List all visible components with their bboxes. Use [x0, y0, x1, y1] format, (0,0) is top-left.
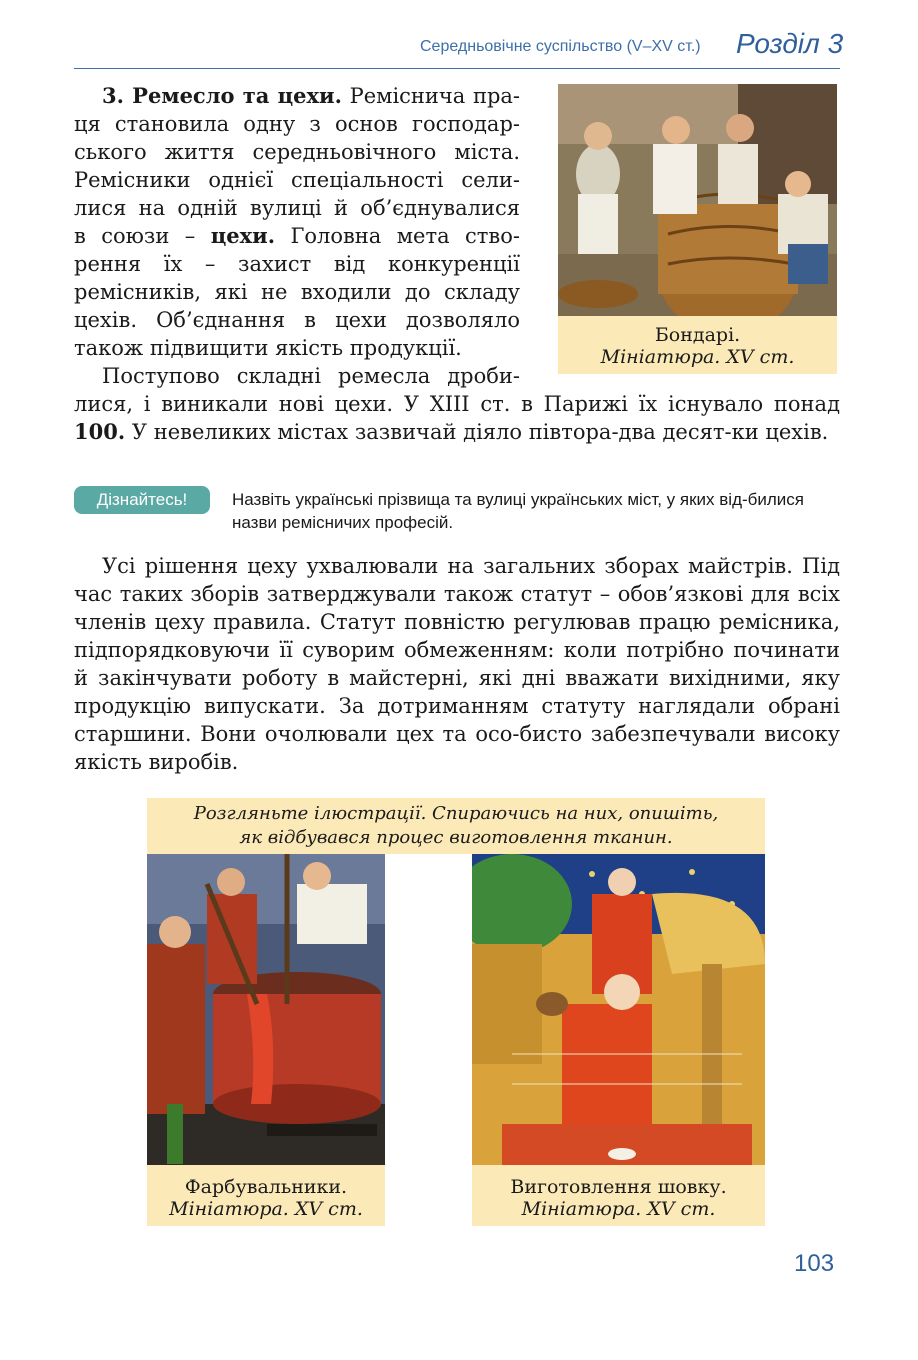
illustration-prompt: Розгляньте ілюстрації. Спираючись на них, опишіть, як відбувався процес виготовлення тканин.	[147, 798, 765, 854]
page-number: 103	[794, 1250, 835, 1277]
silk-caption: Виготовлення шовку. Мініатюра. XV ст.	[510, 1176, 727, 1220]
coopers-miniature	[558, 84, 837, 316]
header-rule	[74, 68, 840, 69]
running-header: Середньовічне суспільство (V–XV ст.)	[420, 38, 701, 55]
paragraph-1: 3. Ремесло та цехи. Реміснича пра- ця становила одну з основ господар- ського життя середньовічного міста. Ремісники однієї спеціальності сели- лися на одній вулиці й об’єднувалися в союзи – цехи. Головна мета ство- рення їх – захист від конкуренції ремісників, які не входили до складу цехів. Об’єднання в цехи дозволяло також підвищити якість продукції. Поступово складні ремесла дроби-	[74, 83, 520, 388]
dyers-caption: Фарбувальники. Мініатюра. XV ст.	[169, 1176, 363, 1220]
find-out-task: Назвіть українські прізвища та вулиці українських міст, у яких від-билися назви ремісничих професій.	[232, 490, 805, 532]
figure-dyers	[147, 854, 385, 1226]
term-guilds: цехи.	[210, 223, 276, 248]
silk-miniature	[472, 854, 765, 1165]
chapter-label: Розділ 3	[736, 28, 844, 59]
paragraph-3: Усі рішення цеху ухвалювали на загальних зборах майстрів. Під час таких зборів затверджували також статут – обов’язкові для всіх членів цеху правила. Статут повністю регулював працю ремісника, підпорядковуючи її суворим обмеженням: коли потрібно починати й закінчувати роботу в майстерні, які дні вважати вихідними, яку продукцію випускати. За дотриманням статуту наглядали обрані старшини. Вони очолювали цех та осо-бисто забезпечували високу якість виробів.	[74, 554, 840, 774]
section-heading: 3. Ремесло та цехи.	[102, 83, 342, 108]
figure-silk	[472, 854, 765, 1226]
dyers-miniature	[147, 854, 385, 1165]
figure-coopers	[558, 84, 837, 374]
find-out-badge: Дізнайтесь!	[74, 486, 210, 514]
coopers-caption: Бондарі. Мініатюра. XV ст.	[600, 324, 795, 368]
paragraph-2: лися, і виникали нові цехи. У XIII ст. в Парижі їх існувало понад 100. У невеликих містах зазвичай діяло півтора-два десят-ки цехів.	[74, 392, 840, 444]
